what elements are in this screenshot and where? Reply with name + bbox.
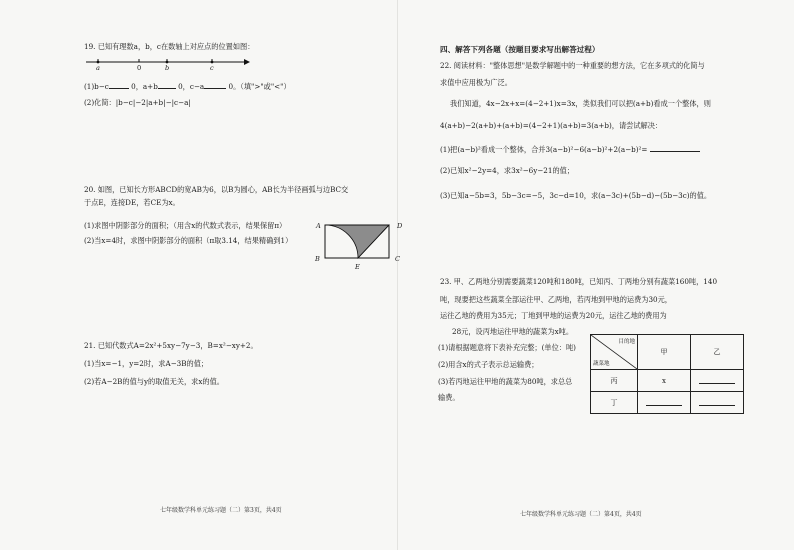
q22-p1-text: (1)把(a−b)²看成一个整体，合并3(a−b)²−6(a−b)²+2(a−b)²= <box>440 145 648 154</box>
header-destination: 目的地 <box>618 339 635 345</box>
vertex-D: D <box>397 222 403 230</box>
q22-line3: 我们知道，4x−2x+x=(4−2+1)x=3x，类似我们可以把(a+b)看成一个整体，则 <box>450 99 711 108</box>
answer-blank <box>204 81 226 89</box>
col-yi: 乙 <box>691 335 744 370</box>
q23-part2: (2)用含x的式子表示总运输费； <box>438 360 539 369</box>
answer-blank <box>646 398 682 406</box>
rectangle-figure <box>322 222 394 264</box>
q23-line3: 运往乙地的费用为35元；丁地到甲地的运费为20元，运往乙地的费用为 <box>440 311 667 320</box>
header-origin: 蔬菜地 <box>593 361 610 367</box>
label-zero: 0 <box>137 64 142 72</box>
q23-line2: 吨，现要把这些蔬菜全部运往甲、乙两地，若丙地到甲地的运费为30元， <box>440 295 672 304</box>
cell-ding-jia[interactable] <box>638 392 691 414</box>
answer-blank <box>158 81 176 89</box>
q23-part3b: 输费。 <box>438 393 460 402</box>
q22-part3: (3)已知a−5b=3，5b−3c=−5，3c−d=10，求(a−3c)+(5b−d)−(5b−3c)的值。 <box>440 191 712 200</box>
answer-blank <box>650 144 700 152</box>
q20-part1: (1)求图中阴影部分的面积；（用含x的代数式表示，结果保留π） <box>84 221 287 230</box>
point-a <box>97 61 100 64</box>
q22-line1: 22. 阅读材料："整体思想"是数学解题中的一种重要的想方法，它在多项式的化简与 <box>440 61 705 70</box>
answer-blank <box>699 376 735 384</box>
cell-ding-yi[interactable] <box>691 392 744 414</box>
table-header-diagonal <box>591 335 638 370</box>
q21-line1: 21. 已知代数式A=2x²+5xy−7y−3，B=x²−xy+2。 <box>84 341 258 350</box>
left-footer: 七年级数学科单元练习题（二）第3页，共4页 <box>160 507 282 514</box>
label-c: c <box>210 64 214 72</box>
row-ding: 丁 <box>591 392 638 414</box>
q23-part3a: (3)若丙地运往甲地的蔬菜为80吨，求总总 <box>438 377 573 386</box>
q20-line2: 于点E，连接DE，若CE为x。 <box>84 198 180 207</box>
q19-p1d: 0。（填">"或"<"） <box>228 82 291 91</box>
q22-part2: (2)已知x²−2y=4，求3x²−6y−21的值； <box>440 166 575 175</box>
q19-part2: (2)化简：|b−c|−2|a+b|−|c−a| <box>84 98 191 107</box>
q19-part1 <box>84 81 291 91</box>
q22-part1 <box>440 144 700 154</box>
page-fold <box>395 0 401 550</box>
shaded-region <box>325 225 389 258</box>
right-footer: 七年级数学科单元练习题（二）第4页，共4页 <box>520 511 642 518</box>
q20-part2: (2)当x=4时，求图中阴影部分的面积（π取3.14，结果精确到1） <box>84 236 293 245</box>
answer-blank <box>699 398 735 406</box>
q19-p1b: 0，a+b <box>131 82 158 91</box>
q22-line2: 求值中应用极为广泛。 <box>440 78 512 87</box>
point-b <box>166 61 169 64</box>
vertex-B: B <box>315 255 320 263</box>
q20-line1: 20. 如图，已知长方形ABCD的宽AB为6，以B为圆心，AB长为半径画弧与边BC交 <box>84 185 349 194</box>
answer-blank <box>109 81 129 89</box>
q19-p1a: (1)b−c <box>84 82 109 91</box>
vertex-A: A <box>316 222 321 230</box>
q19-stem: 19. 已知有理数a，b，c在数轴上对应点的位置如图： <box>84 42 255 51</box>
section-heading: 四、解答下列各题（按题目要求写出解答过程） <box>440 45 600 54</box>
transport-table <box>590 334 744 414</box>
label-a: a <box>96 64 100 72</box>
vertex-E: E <box>355 263 360 271</box>
point-c <box>211 61 214 64</box>
q21-part2: (2)若A−2B的值与y的取值无关，求x的值。 <box>84 377 224 386</box>
q19-p1c: 0，c−a <box>178 82 205 91</box>
q23-line1: 23. 甲、乙两地分别需要蔬菜120吨和180吨，已知丙、丁两地分别有蔬菜160吨，140 <box>440 277 718 286</box>
q23-part1: (1)请根据题意将下表补充完整；(单位：吨) <box>438 343 576 352</box>
vertex-C: C <box>395 255 401 263</box>
cell-bing-yi[interactable] <box>691 370 744 392</box>
col-jia: 甲 <box>638 335 691 370</box>
row-bing: 丙 <box>591 370 638 392</box>
q22-line4: 4(a+b)−2(a+b)+(a+b)=(4−2+1)(a+b)=3(a+b)，请尝试解决： <box>440 121 663 130</box>
cell-bing-jia: x <box>638 370 691 392</box>
label-b: b <box>165 64 170 72</box>
q21-part1: (1)当x=−1，y=2时，求A−3B的值； <box>84 359 209 368</box>
q23-line4: 28元，设丙地运往甲地的蔬菜为x吨。 <box>452 327 574 336</box>
